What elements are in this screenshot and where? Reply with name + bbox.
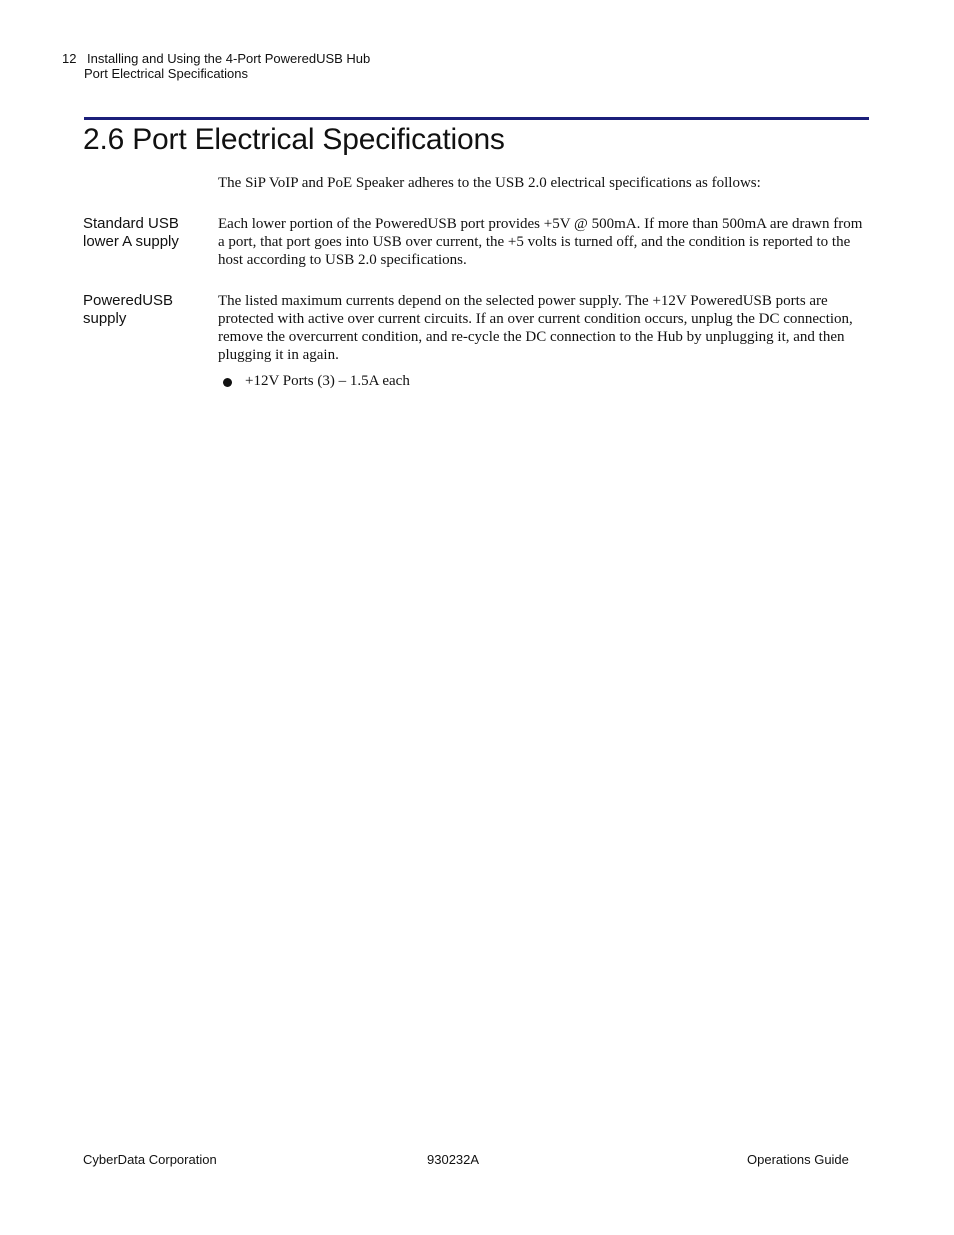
running-section-title: Port Electrical Specifications <box>84 66 249 81</box>
section-heading: 2.6 Port Electrical Specifications <box>83 123 505 156</box>
spec-label-line: lower A supply <box>83 233 179 250</box>
spec-label-line: Standard USB <box>83 215 179 232</box>
bullet-list <box>218 372 869 390</box>
spec-label-line: PoweredUSB <box>83 292 174 309</box>
spec-body <box>218 292 869 390</box>
heading-rule <box>84 117 869 120</box>
list-item-text: +12V Ports (3) – 1.5A each <box>245 373 410 389</box>
chapter-title: Installing and Using the 4-Port PoweredUSB Hub <box>87 51 371 66</box>
footer-document-number: 930232A <box>427 1152 480 1167</box>
spec-label <box>83 292 208 328</box>
list-item <box>218 372 869 390</box>
running-header-line1 <box>62 51 370 66</box>
spec-text: The listed maximum currents depend on the selected power supply. The +12V PoweredUSB ports are protected with active over current circuits. If an over current condition occurs, unplug the DC connection, remove the overcurrent condition, and re-cycle the DC connection to the Hub by unplugging it, and then plugging it in again. <box>218 293 853 363</box>
spec-label-line: supply <box>83 310 127 327</box>
running-header <box>62 51 370 81</box>
spec-label <box>83 215 208 251</box>
spec-text: Each lower portion of the PoweredUSB port provides +5V @ 500mA. If more than 500mA are drawn from a port, that port goes into USB over current, the +5 volts is turned off, and the condition is reported to the host according to USB 2.0 specifications. <box>218 216 863 268</box>
footer-company: CyberData Corporation <box>83 1152 217 1167</box>
footer-guide-title: Operations Guide <box>747 1152 849 1167</box>
intro-paragraph: The SiP VoIP and PoE Speaker adheres to the USB 2.0 electrical specifications as follows: <box>218 175 761 191</box>
page-number: 12 <box>62 51 77 66</box>
bullet-icon <box>223 378 232 387</box>
